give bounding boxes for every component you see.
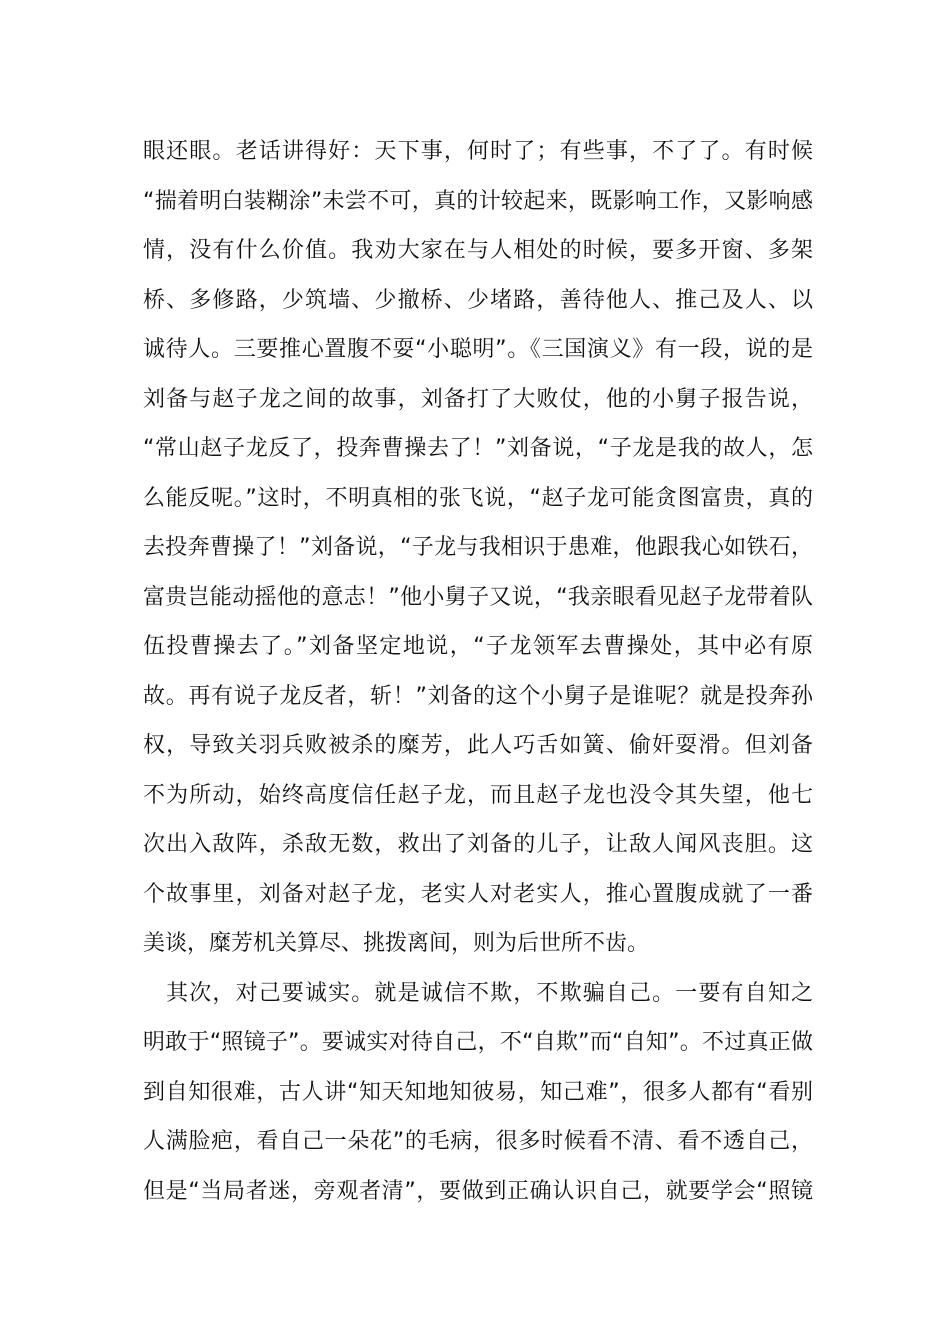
text-line: 到自知很难，古人讲“知天知地知彼易，知己难”，很多人都有“看别 xyxy=(143,1079,813,1105)
text-line: 情，没有什么价值。我劝大家在与人相处的时候，要多开窗、多架 xyxy=(143,238,813,263)
text-line: 人满脸疤，看自己一朵花”的毛病，很多时候看不清、看不透自己， xyxy=(143,1129,813,1154)
text-line: 个故事里，刘备对赵子龙，老实人对老实人，推心置腹成就了一番 xyxy=(143,881,813,907)
text-line: 么能反呢。”这时，不明真相的张飞说，“赵子龙可能贪图富贵，真的 xyxy=(143,485,813,511)
text-line: 明敢于“照镜子”。要诚实对待自己，不“自欺”而“自知”。不过真正做 xyxy=(143,1030,813,1055)
text-line: 眼还眼。老话讲得好：天下事，何时了；有些事，不了了。有时候 xyxy=(143,139,813,164)
text-line: 伍投曹操去了。”刘备坚定地说，“子龙领军去曹操处，其中必有原 xyxy=(143,634,813,659)
text-line: “常山赵子龙反了，投奔曹操去了！”刘备说，“子龙是我的故人，怎 xyxy=(143,436,813,461)
text-line: 去投奔曹操了！”刘备说，“子龙与我相识于患难，他跟我心如铁石， xyxy=(143,535,813,560)
text-line: 不为所动，始终高度信任赵子龙，而且赵子龙也没令其失望，他七 xyxy=(143,782,813,808)
text-line: 次出入敌阵，杀敌无数，救出了刘备的儿子，让敌人闻风丧胆。这 xyxy=(143,832,813,857)
text-line: 但是“当局者迷，旁观者清”，要做到正确认识自己，就要学会“照镜 xyxy=(143,1178,813,1204)
text-line: “揣着明白装糊涂”未尝不可，真的计较起来，既影响工作，又影响感 xyxy=(143,188,813,214)
paragraph-end-line: 美谈，糜芳机关算尽、挑拨离间，则为后世所不齿。 xyxy=(143,931,650,956)
text-line: 刘备与赵子龙之间的故事，刘备打了大败仗，他的小舅子报告说， xyxy=(143,386,813,412)
paragraph-start-line: 其次，对己要诚实。就是诚信不欺，不欺骗自己。一要有自知之 xyxy=(143,980,813,1006)
text-line: 富贵岂能动摇他的意志！”他小舅子又说，“我亲眼看见赵子龙带着队 xyxy=(143,584,813,610)
text-line: 故。再有说子龙反者，斩！”刘备的这个小舅子是谁呢？就是投奔孙 xyxy=(143,683,813,709)
text-line: 权，导致关羽兵败被杀的糜芳，此人巧舌如簧、偷奸耍滑。但刘备 xyxy=(143,733,813,758)
text-line: 桥、多修路，少筑墙、少撤桥、少堵路，善待他人、推己及人、以 xyxy=(143,287,813,313)
body-text xyxy=(143,127,813,1216)
text-line: 诚待人。三要推心置腹不耍“小聪明”。《三国演义》有一段，说的是 xyxy=(143,337,813,362)
